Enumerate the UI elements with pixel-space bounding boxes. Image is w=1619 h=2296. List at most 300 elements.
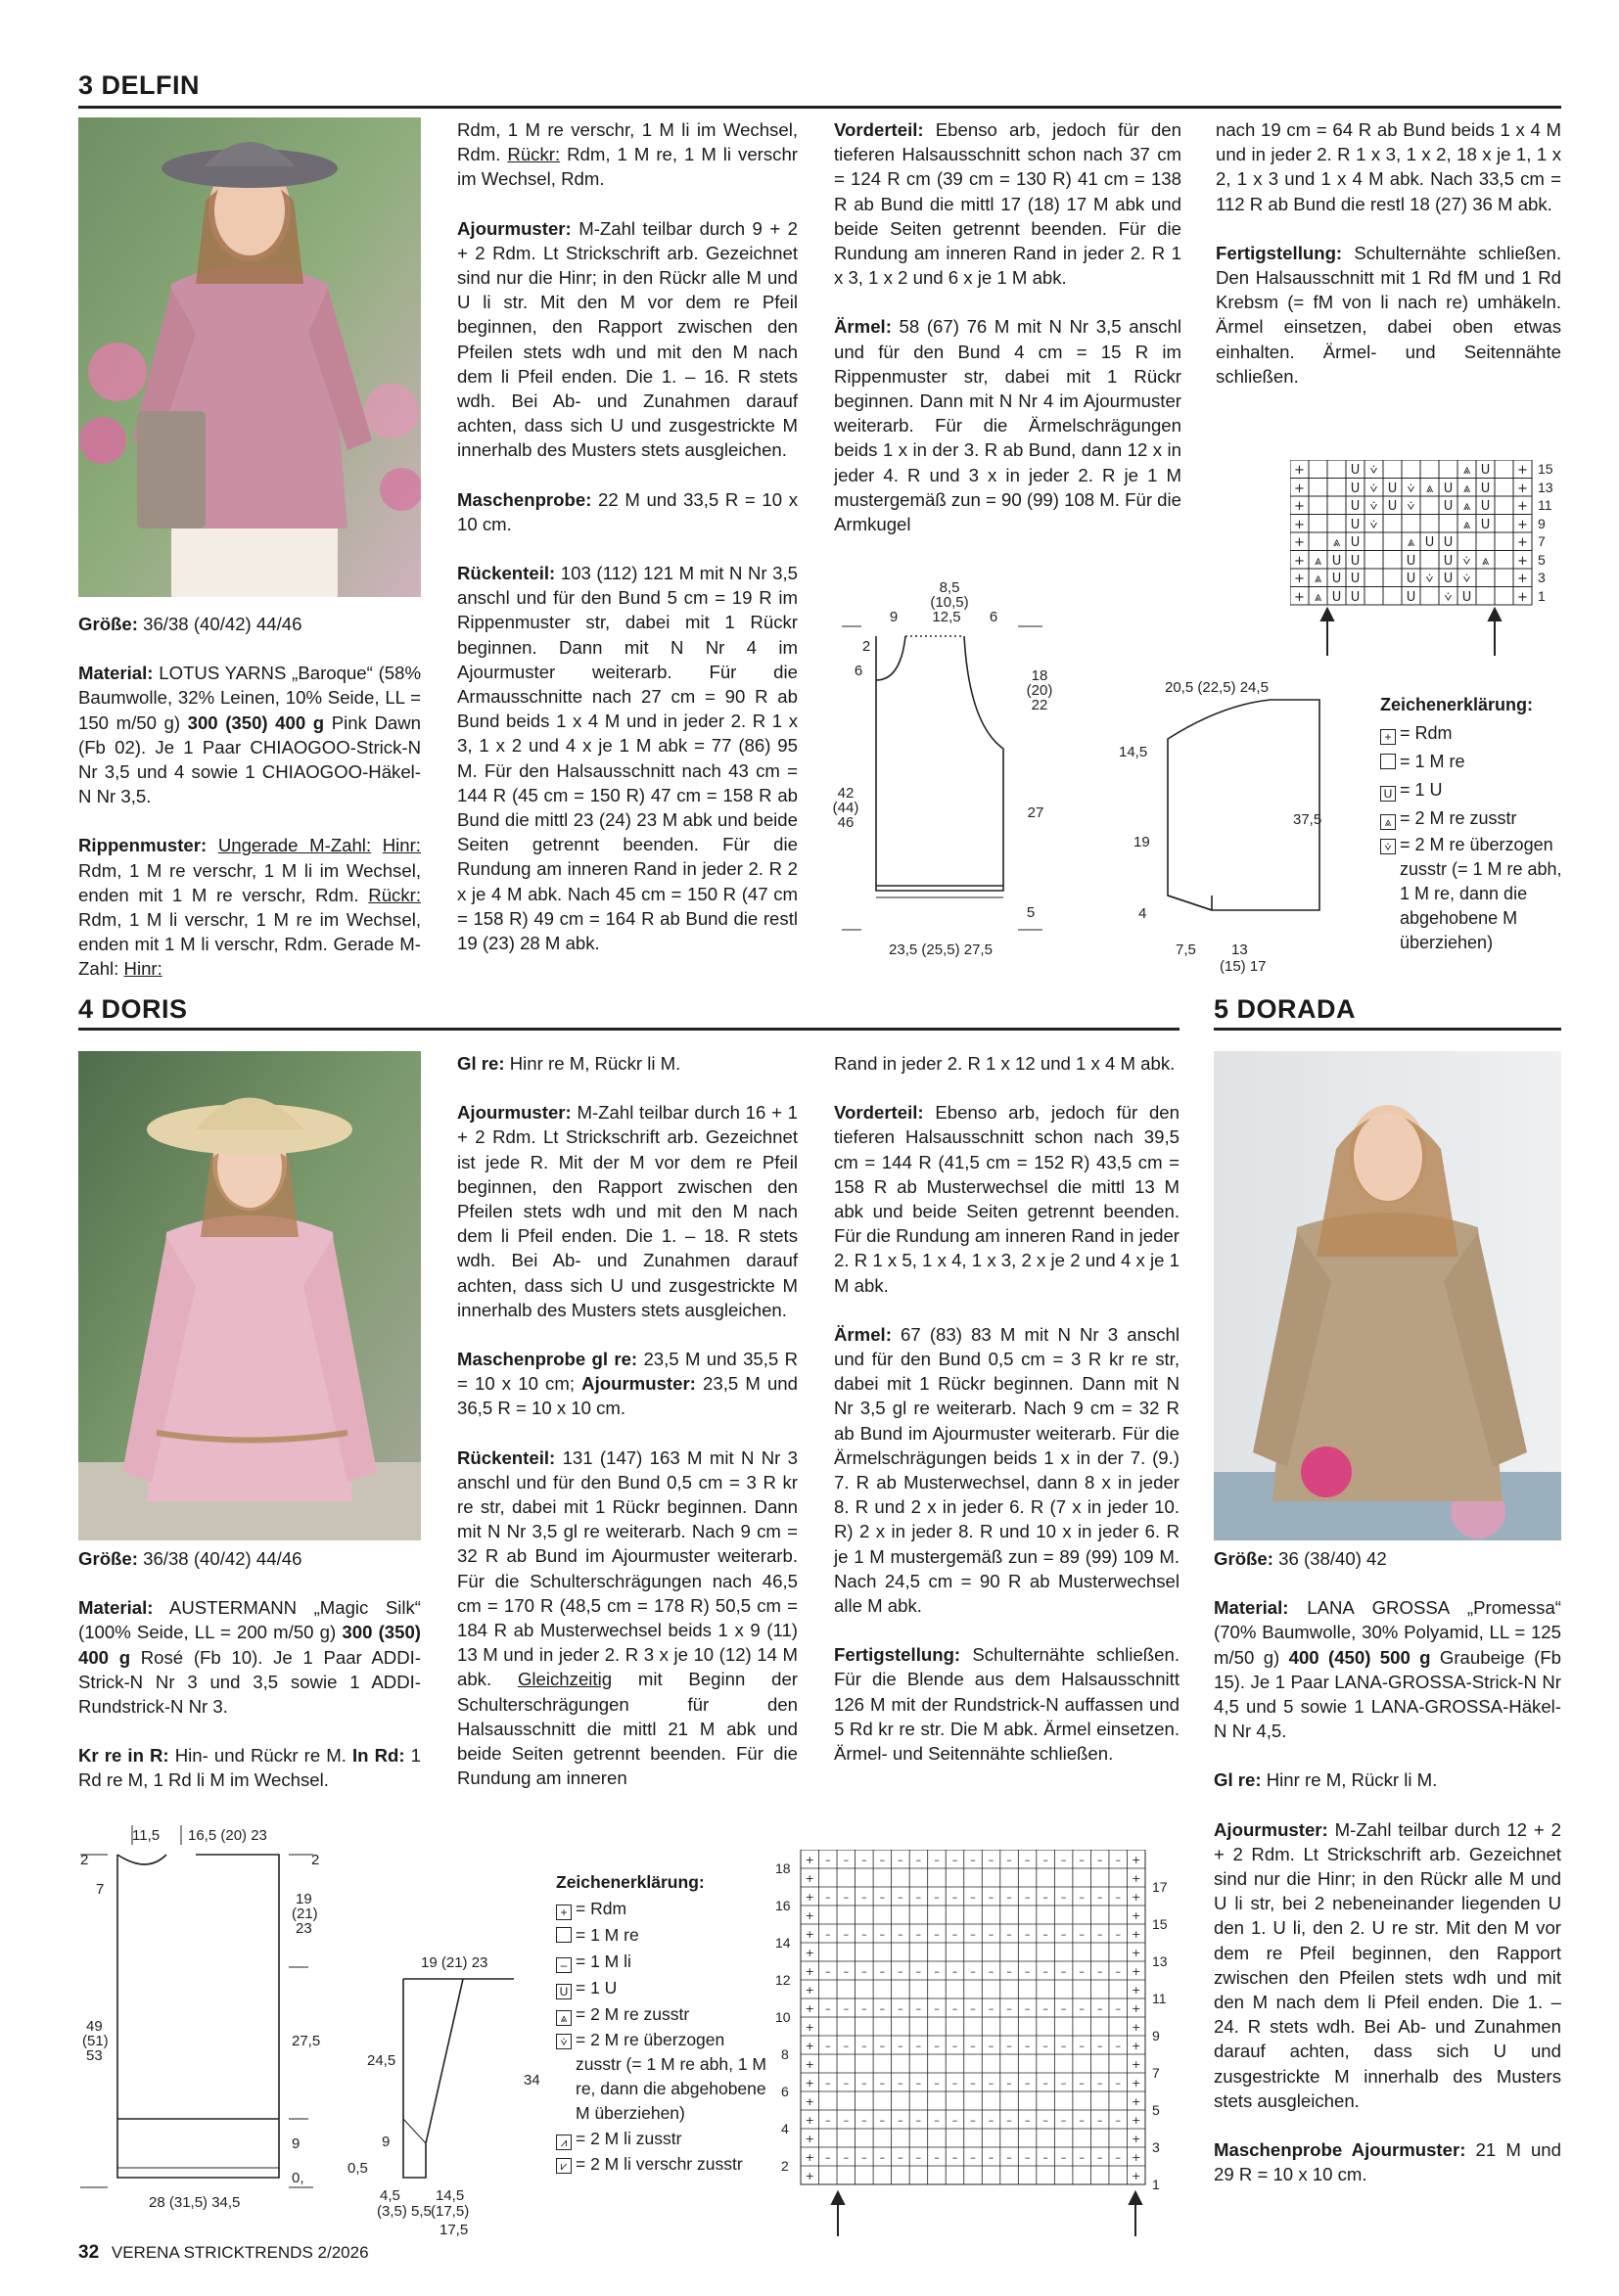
svg-text:–: – [970, 2040, 976, 2052]
svg-text:–: – [1006, 1854, 1012, 1866]
svg-text:–: – [1042, 2040, 1048, 2052]
svg-text:–: – [934, 2114, 940, 2127]
doris-size-label: Größe: [78, 1548, 138, 1569]
svg-text:+: + [1132, 1872, 1141, 1885]
delfin-front-label: Vorderteil: [834, 119, 924, 140]
svg-text:–: – [1115, 2002, 1121, 2015]
doris-chart-row-5: 5 [1152, 2102, 1160, 2118]
svg-text:+: + [805, 1854, 814, 1866]
svg-text:⩓: ⩓ [1314, 590, 1322, 605]
svg-text:–: – [1024, 2002, 1031, 2015]
svg-text:–: – [1115, 1854, 1121, 1866]
svg-text:–: – [915, 2002, 922, 2015]
doris-finish-text: Schulternähte schließen. Für die Blende aus dem Halsausschnitt 126 M mit der Rundstrick-N auffassen und 5 Rd kr re str. Die M abk. Ärmel einsetzen. Ärmel- und Seitennähte schließen. [834, 1644, 1180, 1765]
doris-legend-item-k2tog: ⩓ = 2 M re zusstr [556, 2001, 771, 2028]
delfin-body-label-h2: (44) [832, 800, 859, 816]
svg-text:⩒: ⩒ [1444, 590, 1453, 605]
delfin-sleeve-label: Ärmel: [834, 316, 892, 338]
svg-text:⩓: ⩓ [1481, 554, 1490, 569]
k2tog-icon: ⩓ [1380, 814, 1396, 830]
svg-text:–: – [898, 2077, 903, 2089]
svg-text:–: – [825, 1891, 831, 1904]
delfin-legend-item-knit: = 1 M re [1380, 748, 1576, 776]
delfin-body-label-top2: (10,5) [930, 594, 969, 611]
delfin-sleeve-label-g: (15) 17 [1220, 958, 1267, 975]
delfin-legend-item-k2tog: ⩓ = 2 M re zusstr [1380, 804, 1576, 833]
svg-text:–: – [861, 1928, 867, 1941]
svg-text:–: – [1024, 1891, 1031, 1904]
delfin-chart-row-9: 9 [1538, 516, 1546, 531]
svg-text:+: + [1294, 482, 1305, 496]
section-rule-delfin [78, 106, 1561, 109]
svg-text:⩒: ⩒ [1369, 482, 1378, 496]
svg-text:–: – [951, 2040, 958, 2052]
svg-text:–: – [951, 2114, 958, 2127]
svg-text:U: U [1350, 535, 1361, 550]
svg-text:–: – [898, 1891, 903, 1904]
svg-text:–: – [1115, 2114, 1121, 2127]
svg-text:–: – [1079, 1891, 1085, 1904]
svg-text:+: + [805, 1891, 814, 1904]
svg-text:+: + [1132, 2114, 1141, 2127]
section-title-delfin: 3 DELFIN [78, 70, 201, 100]
doris-body-label-g2: (51) [82, 2033, 109, 2049]
doris-front-text: Ebenso arb, jedoch für den tieferen Halsausschnitt schon nach 39,5 cm = 144 R (41,5 cm = 152 R) 43,5 cm = 158 R ab Musterwechsel die mittl 13 M abk und beide Seiten getrennt beenden. Für die Rundung am inneren Rand in jeder 2. R 1 x 5, 1 x 4, 1 x 3, 2 x je 2 und 4 x je 1 M abk. [834, 1102, 1180, 1296]
section-rule-dorada [1214, 1028, 1561, 1031]
svg-text:–: – [1096, 1965, 1103, 1978]
svg-text:+: + [1132, 2170, 1141, 2182]
doris-sleeve-label: Ärmel: [834, 1323, 892, 1345]
dorada-material-amount: 400 (450) 500 g [1288, 1646, 1431, 1668]
svg-text:–: – [879, 2040, 886, 2052]
dorada-column [1214, 1546, 1561, 2211]
delfin-chart-row-1: 1 [1538, 588, 1546, 604]
doris-sleeve-label-top: 19 (21) 23 [421, 1954, 488, 1971]
dorada-gauge-label: Maschenprobe Ajourmuster: [1214, 2139, 1466, 2161]
svg-text:+: + [805, 2151, 814, 2164]
doris-body-label-i: 9 [292, 2135, 301, 2152]
svg-text:U: U [1424, 535, 1435, 550]
svg-text:⩓: ⩓ [1462, 463, 1471, 478]
yarn-over-icon: U [556, 1984, 572, 1999]
svg-text:–: – [1096, 1854, 1103, 1866]
svg-text:–: – [951, 1891, 958, 1904]
svg-text:+: + [805, 1909, 814, 1922]
svg-text:–: – [898, 2040, 903, 2052]
svg-text:+: + [805, 2077, 814, 2089]
svg-text:+: + [1294, 572, 1305, 586]
svg-text:+: + [805, 2133, 814, 2145]
svg-text:–: – [825, 2114, 831, 2127]
svg-text:U: U [1461, 590, 1472, 605]
svg-text:+: + [805, 2058, 814, 2071]
svg-text:U: U [1350, 590, 1361, 605]
doris-kr-text: Hin- und Rückr re M. [168, 1745, 352, 1767]
svg-text:+: + [1132, 1909, 1141, 1922]
svg-text:–: – [934, 1965, 940, 1978]
svg-text:+: + [1517, 518, 1528, 532]
svg-text:–: – [970, 2077, 976, 2089]
doris-sleeve-schematic [333, 1948, 558, 2227]
svg-text:–: – [915, 1891, 922, 1904]
svg-text:–: – [1060, 2114, 1067, 2127]
doris-back-text: 131 (147) 163 M mit N Nr 3 anschl und für den Bund 0,5 cm = 3 R kr re str, dabei mit 1 Rückr beginnen. Dann mit N Nr 3,5 gl re weiterarb. Nach 9 cm = 32 R ab Bund im Ajourmuster weiterarb. Für die Schulterschrägungen nach 46,5 cm = 170 R (48,5 cm = 178 R) 50,5 cm = 184 R ab Musterwechsel beids 1 x 9 (11) 13 M und in jeder 2. R 3 x je 10 (12) 14 M abk. [457, 1446, 798, 1690]
svg-text:⩒: ⩒ [1407, 499, 1415, 514]
delfin-body-label-right-w: 6 [989, 609, 998, 625]
doris-knitting-chart [773, 1850, 1184, 2246]
doris-chart-row-14: 14 [775, 1935, 791, 1951]
svg-text:U: U [1443, 482, 1454, 496]
svg-text:–: – [915, 1928, 922, 1941]
page-footer [78, 2242, 369, 2264]
svg-text:–: – [898, 1928, 903, 1941]
svg-text:⩒: ⩒ [1462, 554, 1471, 569]
svg-text:–: – [951, 1854, 958, 1866]
svg-text:–: – [988, 1965, 995, 1978]
doris-chart-row-10: 10 [775, 2009, 791, 2025]
delfin-body-label-left-w: 9 [889, 609, 899, 625]
svg-text:+: + [1517, 463, 1528, 478]
svg-text:–: – [970, 2151, 976, 2164]
svg-text:+: + [1132, 2133, 1141, 2145]
delfin-finish-label: Fertigstellung: [1216, 242, 1343, 263]
svg-text:–: – [879, 2151, 886, 2164]
svg-text:–: – [1042, 2002, 1048, 2015]
svg-text:–: – [1042, 2077, 1048, 2089]
doris-sleeve-label-e: 4,5 [380, 2187, 400, 2204]
doris-legend-item-knit: = 1 M re [556, 1922, 771, 1949]
svg-text:–: – [825, 1854, 831, 1866]
delfin-rib-hinr: Hinr: [382, 835, 421, 856]
svg-text:–: – [1060, 2002, 1067, 2015]
magazine-name: VERENA STRICKTRENDS 2/2026 [111, 2243, 369, 2262]
dorada-gauge-text: 21 M und 29 R = 10 x 10 cm. [1214, 2139, 1561, 2185]
svg-text:–: – [1006, 1891, 1012, 1904]
svg-text:–: – [934, 2077, 940, 2089]
delfin-front-text: Ebenso arb, jedoch für den tieferen Halsausschnitt schon nach 37 cm = 124 R cm (39 cm = 130 R) 41 cm = 138 R ab Bund die mittl 17 (18) 17 M abk und beide Seiten getrennt beenden. Für die Rundung am inneren Rand in jeder 2. R 1 x 3, 1 x 2 und 6 x je 1 M abk. [834, 119, 1181, 289]
svg-text:+: + [1132, 2002, 1141, 2015]
svg-text:–: – [1006, 2040, 1012, 2052]
svg-text:+: + [805, 2040, 814, 2052]
svg-text:–: – [825, 2151, 831, 2164]
doris-chart-row-15: 15 [1152, 1916, 1168, 1932]
skp-icon: ⩒ [1380, 839, 1396, 854]
doris-body-label-j: 0, [292, 2170, 304, 2186]
delfin-sleeve-label-top: 20,5 (22,5) 24,5 [1165, 679, 1269, 696]
svg-text:–: – [861, 1965, 867, 1978]
knit-stitch-icon [556, 1927, 572, 1943]
delfin-gauge-label: Maschenprobe: [457, 488, 592, 510]
doris-chart-row-13: 13 [1152, 1953, 1168, 1969]
delfin-body-label-c3: 22 [1031, 697, 1048, 713]
doris-legend-item-edge: + = Rdm [556, 1896, 771, 1922]
doris-body-label-b: 16,5 (20) 23 [188, 1827, 267, 1844]
svg-text:–: – [988, 1928, 995, 1941]
svg-text:⩓: ⩓ [1314, 572, 1322, 586]
svg-text:–: – [1060, 1854, 1067, 1866]
svg-text:+: + [1294, 590, 1305, 605]
delfin-body-label-bottom: 23,5 (25,5) 27,5 [889, 941, 993, 958]
delfin-chart-row-15: 15 [1538, 461, 1553, 477]
doris-gauge-text2: 23,5 M und 36,5 R = 10 x 10 cm. [457, 1373, 798, 1419]
svg-text:+: + [805, 2170, 814, 2182]
doris-column-3 [834, 1051, 1180, 1790]
svg-text:–: – [988, 2040, 995, 2052]
svg-text:–: – [843, 1854, 850, 1866]
svg-text:U: U [1443, 499, 1454, 514]
svg-text:–: – [951, 1965, 958, 1978]
svg-text:–: – [934, 2002, 940, 2015]
delfin-knitting-chart [1290, 460, 1574, 670]
svg-text:⩒: ⩒ [1369, 518, 1378, 532]
doris-front-label: Vorderteil: [834, 1102, 924, 1124]
svg-text:–: – [1042, 1965, 1048, 1978]
svg-text:–: – [1024, 1965, 1031, 1978]
doris-sleeve-label-i: 17,5 [439, 2222, 469, 2238]
doris-chart-row-7: 7 [1152, 2065, 1160, 2081]
p2tog-icon: ⩘ [556, 2135, 572, 2150]
delfin-col2-rueckr: Rückr: [507, 144, 561, 165]
svg-text:–: – [825, 2040, 831, 2052]
svg-text:+: + [1517, 572, 1528, 586]
svg-text:+: + [805, 1965, 814, 1978]
svg-text:⩓: ⩓ [1462, 518, 1471, 532]
delfin-body-label-a: 2 [861, 638, 871, 655]
svg-text:+: + [1517, 499, 1528, 514]
svg-text:–: – [1006, 2077, 1012, 2089]
svg-text:–: – [970, 1854, 976, 1866]
svg-text:+: + [1132, 1854, 1141, 1866]
svg-text:–: – [879, 1854, 886, 1866]
svg-text:–: – [1096, 2114, 1103, 2127]
delfin-sleeve-schematic [1114, 670, 1349, 988]
svg-text:–: – [843, 2114, 850, 2127]
svg-text:U: U [1387, 499, 1398, 514]
svg-text:–: – [1024, 2077, 1031, 2089]
svg-text:U: U [1443, 572, 1454, 586]
svg-text:–: – [1024, 1854, 1031, 1866]
page-number: 32 [78, 2242, 100, 2263]
doris-legend-title: Zeichenerklärung: [556, 1872, 705, 1892]
svg-text:U: U [1443, 554, 1454, 569]
doris-material-amount: 300 (350) 400 g [78, 1622, 421, 1668]
delfin-sleeve-label-a: 14,5 [1119, 744, 1148, 760]
section-rule-doris [78, 1028, 1180, 1031]
svg-text:–: – [1096, 2002, 1103, 2015]
delfin-sleeve-label-b: 19 [1133, 834, 1150, 850]
delfin-col4-text: nach 19 cm = 64 R ab Bund beids 1 x 4 M und in jeder 2. R 1 x 3, 1 x 2, 18 x je 1, 1 x 2, 1 x 3 und 1 x 4 M abk. Nach 33,5 cm = 112 R ab Bund die restl 18 (27) 36 M abk. [1216, 119, 1561, 214]
delfin-material-amount: 300 (350) 400 g [187, 712, 325, 733]
svg-text:U: U [1331, 590, 1342, 605]
svg-text:U: U [1480, 499, 1491, 514]
svg-text:–: – [1006, 1928, 1012, 1941]
svg-text:–: – [843, 1928, 850, 1941]
dorada-ajour-text: M-Zahl teilbar durch 12 + 2 + 2 Rdm. Lt Strickschrift arb. Gezeichnet sind nur die Hinr; in den Rückr alle M und U li str, bei 2 nebeneinander liegenden U den 1. U li, den 2. U re str. Mit den M vor dem re Pfeil beginnen, den Rapport zwischen den Pfeilen stets wdh und mit den M nach dem li Pfeil enden. Die 1. – 24. R stets wdh. Bei Ab- und Zunahmen darauf achten, dass sich U und zusgestrickte M innerhalb des Musters stets ausgleichen. [1214, 1818, 1561, 2111]
dorada-gl-text: Hinr re M, Rückr li M. [1261, 1769, 1438, 1791]
doris-column-1 [78, 1546, 421, 1817]
doris-sleeve-label-f: (3,5) 5,5 [377, 2203, 432, 2220]
svg-text:–: – [1115, 2151, 1121, 2164]
delfin-chart-row-11: 11 [1538, 497, 1552, 513]
delfin-sleeve-label-d: 37,5 [1293, 811, 1322, 828]
delfin-body-label-top3: 12,5 [932, 609, 961, 625]
svg-text:–: – [1096, 2040, 1103, 2052]
doris-sleeve-label-g: 14,5 [436, 2187, 465, 2204]
svg-text:–: – [898, 2002, 903, 2015]
photo-dorada [1214, 1051, 1561, 1540]
doris-material-rest: Rosé (Fb 10). Je 1 Paar ADDI-Strick-N Nr 3 und 3,5 sowie 1 ADDI-Rundstrick-N Nr 3. [78, 1646, 422, 1718]
svg-text:–: – [1006, 2151, 1012, 2164]
svg-text:⩓: ⩓ [1462, 499, 1471, 514]
doris-body-label-f3: 23 [296, 1920, 312, 1937]
svg-text:+: + [1132, 1928, 1141, 1941]
svg-text:–: – [1060, 2040, 1067, 2052]
doris-sleeve-text: 67 (83) 83 M mit N Nr 3 anschl und für den Bund 0,5 cm = 3 R kr re str, dabei mit 1 Rückr beginnen. Dann mit N Nr 3,5 gl re weiterarb. Nach 9 cm = 32 R ab Bund im Ajourmuster weiterarb. Für die Ärmelschrägungen beids 1 x in der 7. (9.) 7. R ab Musterwechsel, dann 8 x in jeder 8. R und 2 x in jeder 6. R (7 x in jeder 10. R) 2 x in jeder 8. R und 10 x in jeder 6. R je 1 M mustergemäß zun = 89 (99) 109 M. Nach 24,5 cm = 90 R ab Musterwechsel alle M abk. [834, 1323, 1180, 1617]
doris-body-label-e: 7 [96, 1881, 105, 1898]
svg-text:+: + [1132, 2021, 1141, 2034]
svg-text:–: – [861, 2040, 867, 2052]
svg-text:–: – [843, 2040, 850, 2052]
doris-gl-label: Gl re: [457, 1053, 505, 1074]
delfin-rib-text1: Rdm, 1 M re verschr, 1 M li im Wechsel, enden mit 1 M re verschr, Rdm. [78, 859, 421, 905]
svg-text:U: U [1331, 572, 1342, 586]
svg-text:–: – [915, 2077, 922, 2089]
svg-text:–: – [970, 2002, 976, 2015]
svg-text:⩒: ⩒ [1407, 482, 1415, 496]
doris-chart-row-18: 18 [775, 1860, 791, 1876]
delfin-body-label-h3: 46 [837, 814, 855, 831]
svg-text:–: – [1115, 1965, 1121, 1978]
svg-text:+: + [1517, 535, 1528, 550]
svg-text:–: – [970, 2114, 976, 2127]
delfin-gauge-text: 22 M und 33,5 R = 10 x 10 cm. [457, 488, 798, 534]
svg-text:–: – [1096, 1928, 1103, 1941]
svg-text:–: – [988, 2151, 995, 2164]
svg-text:–: – [825, 1928, 831, 1941]
svg-text:–: – [843, 2151, 850, 2164]
doris-chart-row-11: 11 [1152, 1991, 1167, 2006]
svg-text:–: – [970, 1965, 976, 1978]
svg-text:–: – [1042, 1891, 1048, 1904]
section-title-dorada: 5 DORADA [1214, 994, 1357, 1024]
doris-body-label-c: 2 [80, 1852, 89, 1868]
purl-stitch-icon: – [556, 1957, 572, 1973]
dorada-material-text: LANA GROSSA „Promessa“ (70% Baumwolle, 30% Polyamid, LL = 125 m/50 g) [1214, 1597, 1561, 1668]
svg-text:⩓: ⩓ [1407, 535, 1415, 550]
svg-text:U: U [1480, 518, 1491, 532]
svg-text:–: – [843, 2002, 850, 2015]
svg-text:–: – [1060, 1891, 1067, 1904]
svg-text:–: – [843, 1891, 850, 1904]
doris-chart-row-6: 6 [781, 2084, 789, 2099]
delfin-column-1 [78, 612, 421, 1006]
doris-legend-item-p2tog-tbl: ⩗ = 2 M li verschr zusstr [556, 2152, 771, 2177]
delfin-sleeve-label-c: 4 [1138, 905, 1147, 922]
doris-body-label-bottom: 28 (31,5) 34,5 [149, 2194, 241, 2211]
delfin-rib-hinr2: Hinr: [123, 958, 162, 980]
svg-text:–: – [988, 2077, 995, 2089]
svg-text:–: – [861, 1854, 867, 1866]
section-title-doris: 4 DORIS [78, 994, 188, 1024]
svg-text:U: U [1480, 463, 1491, 478]
delfin-rib-rueckr: Rückr: [368, 884, 421, 905]
svg-text:–: – [898, 1854, 903, 1866]
doris-chart-row-8: 8 [781, 2046, 789, 2062]
svg-text:–: – [988, 2114, 995, 2127]
doris-gauge-label: Maschenprobe gl re: [457, 1349, 638, 1370]
doris-chart-row-16: 16 [775, 1898, 791, 1913]
svg-text:–: – [951, 2002, 958, 2015]
svg-text:–: – [1006, 1965, 1012, 1978]
svg-text:+: + [1294, 499, 1305, 514]
doris-body-label-d: 2 [311, 1852, 320, 1868]
svg-text:U: U [1350, 554, 1361, 569]
doris-back-text2: mit Beginn der Schulterschrägungen für den Halsausschnitt die mittl 21 M abk und beide Seiten getrennt beenden. Für die Rundung am inneren [457, 1669, 798, 1789]
delfin-col2-start2: Rdm, 1 M re, 1 M li verschr im Wechsel, Rdm. [457, 144, 798, 190]
svg-text:+: + [1132, 1947, 1141, 1959]
svg-text:–: – [915, 1854, 922, 1866]
doris-gauge-text: 23,5 M und 35,5 R = 10 x 10 cm; [457, 1349, 799, 1395]
doris-legend-item-yarnover: U = 1 U [556, 1975, 771, 2001]
svg-text:–: – [825, 2077, 831, 2089]
doris-back-label: Rückenteil: [457, 1446, 556, 1468]
doris-kr-rd: In Rd: [351, 1745, 405, 1767]
svg-text:U: U [1350, 499, 1361, 514]
knit-stitch-icon [1380, 754, 1396, 769]
doris-body-label-g1: 49 [86, 2018, 103, 2035]
svg-text:+: + [1132, 2058, 1141, 2071]
svg-text:–: – [988, 1854, 995, 1866]
svg-text:–: – [879, 2002, 886, 2015]
delfin-body-label-c2: (20) [1026, 682, 1053, 699]
delfin-sleeve-label-e: 7,5 [1176, 941, 1196, 958]
svg-text:+: + [1517, 482, 1528, 496]
doris-ajour-label: Ajourmuster: [457, 1102, 572, 1124]
doris-body-schematic [78, 1815, 362, 2231]
delfin-ajour-label: Ajourmuster: [457, 217, 572, 239]
svg-text:–: – [1060, 1928, 1067, 1941]
delfin-column-3 [834, 117, 1181, 561]
svg-text:–: – [970, 1891, 976, 1904]
svg-text:+: + [805, 2095, 814, 2108]
delfin-col2-start: Rdm, 1 M re verschr, 1 M li im Wechsel, Rdm. [457, 119, 798, 165]
svg-text:–: – [843, 2077, 850, 2089]
svg-text:+: + [1132, 2151, 1141, 2164]
svg-text:+: + [1132, 2095, 1141, 2108]
svg-text:+: + [1517, 590, 1528, 605]
svg-text:+: + [1132, 1891, 1141, 1904]
svg-text:+: + [1517, 554, 1528, 569]
doris-legend [556, 1869, 771, 2177]
svg-text:–: – [1079, 1928, 1085, 1941]
svg-text:–: – [879, 2077, 886, 2089]
svg-text:⩒: ⩒ [1425, 572, 1434, 586]
svg-text:–: – [1079, 1854, 1085, 1866]
svg-text:–: – [1060, 2151, 1067, 2164]
edge-stitch-icon: + [556, 1905, 572, 1920]
svg-text:+: + [805, 2021, 814, 2034]
delfin-column-4 [1216, 117, 1561, 413]
svg-text:+: + [805, 1872, 814, 1885]
delfin-finish-text: Schulternähte schließen. Den Halsausschnitt mit 1 Rd fM und 1 Rd Krebsm (= fM von li nach re) umhäkeln. Ärmel einsetzen, dabei oben etwas einhalten. Ärmel- und Seitennähte schließen. [1216, 242, 1561, 387]
delfin-legend-item-edge: + = Rdm [1380, 719, 1576, 748]
svg-text:–: – [879, 1928, 886, 1941]
svg-text:–: – [1024, 2151, 1031, 2164]
svg-text:–: – [915, 2151, 922, 2164]
svg-text:–: – [1079, 2114, 1085, 2127]
delfin-body-label-b: 6 [854, 663, 863, 679]
svg-text:–: – [879, 1891, 886, 1904]
